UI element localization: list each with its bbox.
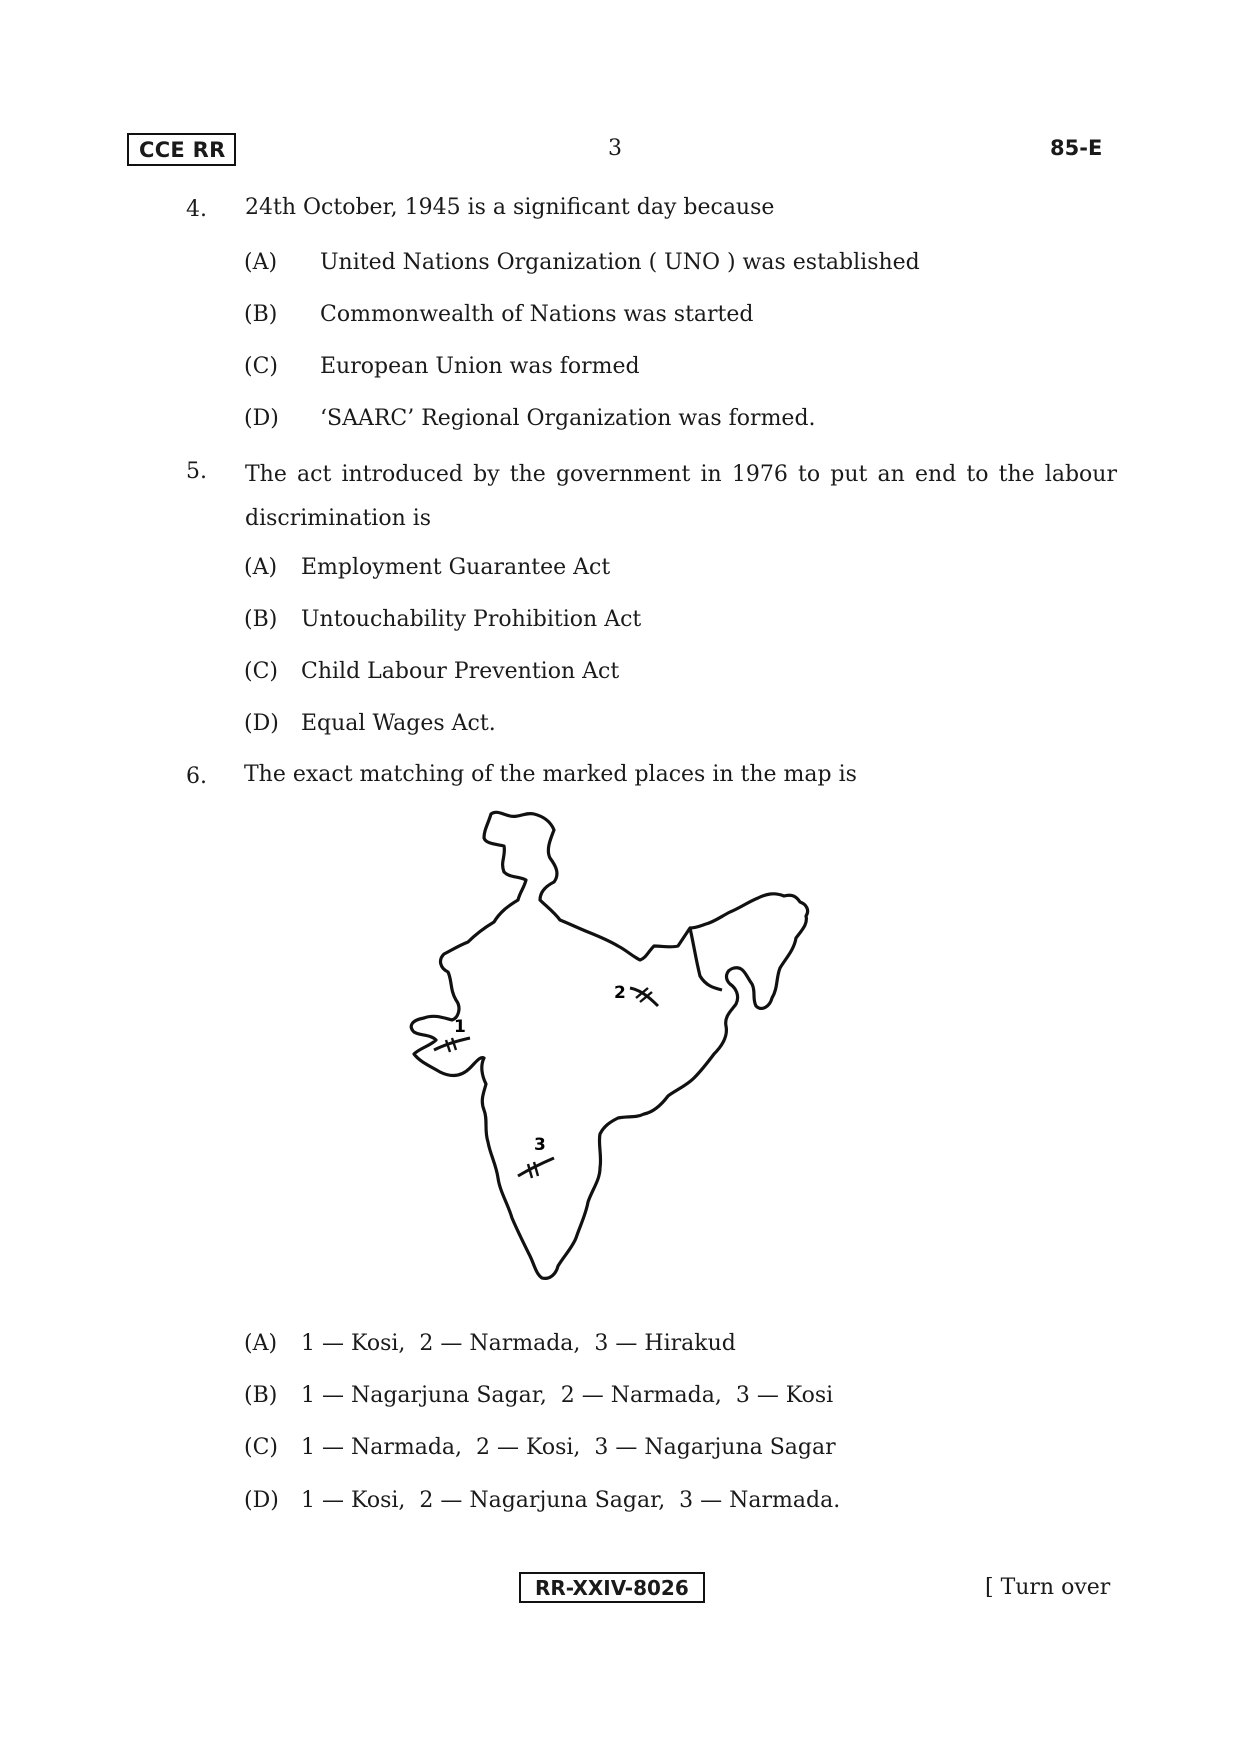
q6-option-c-text: 1 — Narmada, 2 — Kosi, 3 — Nagarjuna Sagar	[301, 1435, 836, 1460]
header-code-box: CCE RR	[127, 133, 236, 166]
marker-2-label: 2	[614, 983, 626, 1003]
footer-code-box: RR-XXIV-8026	[519, 1572, 705, 1603]
paper-code: 85-E	[1050, 136, 1103, 160]
q6-option-b-letter: (B)	[244, 1383, 278, 1408]
q4-option-d-letter: (D)	[244, 406, 279, 431]
q6-option-d-letter: (D)	[244, 1488, 279, 1513]
india-outline-map	[400, 800, 900, 1320]
q4-option-a-text: United Nations Organization ( UNO ) was established	[320, 250, 920, 275]
q6-option-a-letter: (A)	[244, 1331, 278, 1356]
q5-option-d-letter: (D)	[244, 711, 279, 736]
india-outline	[411, 812, 807, 1278]
marker-3-label: 3	[534, 1135, 546, 1155]
q6-option-d-text: 1 — Kosi, 2 — Nagarjuna Sagar, 3 — Narmada.	[301, 1488, 841, 1513]
page-number: 3	[608, 136, 622, 161]
question-5-number: 5.	[186, 459, 207, 484]
q4-option-b-text: Commonwealth of Nations was started	[320, 302, 754, 327]
q4-option-c-letter: (C)	[244, 354, 278, 379]
q4-option-a-letter: (A)	[244, 250, 278, 275]
q6-option-c-letter: (C)	[244, 1435, 278, 1460]
q4-option-c-text: European Union was formed	[320, 354, 640, 379]
question-6-number: 6.	[186, 764, 207, 789]
question-5-text: The act introduced by the government in 1976 to put an end to the labour discrimination is	[245, 462, 1117, 531]
question-4-number: 4.	[186, 197, 207, 222]
q6-option-b-text: 1 — Nagarjuna Sagar, 2 — Narmada, 3 — Kosi	[301, 1383, 834, 1408]
turn-over-note: [ Turn over	[985, 1575, 1111, 1600]
india-northeast-boundary	[690, 928, 722, 990]
question-6-text: The exact matching of the marked places in the map is	[244, 762, 857, 787]
marker-1-label: 1	[454, 1017, 466, 1037]
question-4-text: 24th October, 1945 is a significant day because	[245, 195, 775, 220]
q4-option-d-text: ‘SAARC’ Regional Organization was formed.	[320, 406, 816, 431]
q5-option-a-text: Employment Guarantee Act	[301, 555, 611, 580]
q6-option-a-text: 1 — Kosi, 2 — Narmada, 3 — Hirakud	[301, 1331, 736, 1356]
q5-option-b-letter: (B)	[244, 607, 278, 632]
q5-option-a-letter: (A)	[244, 555, 278, 580]
india-map-svg	[400, 800, 900, 1320]
q5-option-b-text: Untouchability Prohibition Act	[301, 607, 642, 632]
q4-option-b-letter: (B)	[244, 302, 278, 327]
q5-option-d-text: Equal Wages Act.	[301, 711, 496, 736]
q5-option-c-text: Child Labour Prevention Act	[301, 659, 620, 684]
q5-option-c-letter: (C)	[244, 659, 278, 684]
